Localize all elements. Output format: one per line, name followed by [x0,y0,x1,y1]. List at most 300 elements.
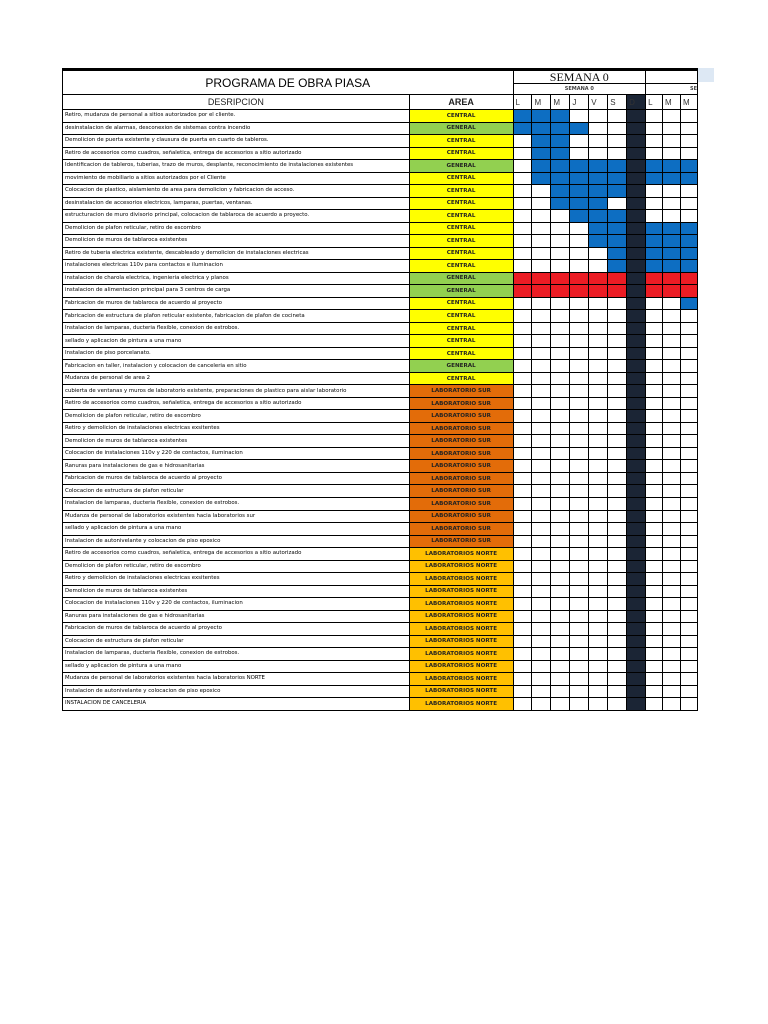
sunday-cell [627,623,646,636]
sunday-cell [627,310,646,323]
gantt-cell [551,447,570,460]
gantt-cell [608,523,627,536]
gantt-bar-cell [532,172,551,185]
gantt-cell [513,660,532,673]
gantt-cell [513,472,532,485]
gantt-cell [532,485,551,498]
gantt-cell [513,260,532,273]
gantt-cell [589,360,608,373]
task-description: estructuracion de muro divisorio principal, colocacion de tablaroca de acuerdo a proyecto. [63,210,410,223]
area-badge: GENERAL [409,360,513,373]
gantt-bar-cell [608,272,627,285]
task-description: INSTALACION DE CANCELERIA [63,698,410,711]
gantt-cell [608,548,627,561]
gantt-bar-cell [532,285,551,298]
column-header-description: DESRIPCION [63,95,410,110]
gantt-bar-cell [680,297,697,310]
gantt-bar-cell [532,135,551,148]
gantt-cell [663,185,681,198]
gantt-cell [570,385,589,398]
sunday-cell [627,472,646,485]
gantt-bar-cell [680,172,697,185]
gantt-cell [532,698,551,711]
gantt-bar-cell [551,122,570,135]
task-description: Ranuras para instalaciones de gas e hidrosanitarias [63,460,410,473]
table-row [63,185,698,198]
task-description: Mudanza de personal de laboratorios existentes hacia laboratorios NORTE [63,673,410,686]
gantt-cell [551,497,570,510]
gantt-cell [532,660,551,673]
gantt-cell [663,385,681,398]
area-badge: CENTRAL [409,110,513,123]
task-description: Colocacion de estructura de plafon reticular [63,485,410,498]
gantt-bar-cell [680,247,697,260]
table-row [63,573,698,586]
task-description: Instalacion de lamparas, ducteria flexible, conexion de estrobos. [63,322,410,335]
gantt-cell [570,673,589,686]
task-description: Retiro y demolicion de instalaciones electricas exsitentes [63,573,410,586]
task-description: sellado y aplicacion de pintura a una mano [63,523,410,536]
sunday-cell [627,447,646,460]
area-badge: CENTRAL [409,297,513,310]
gantt-cell [570,110,589,123]
gantt-cell [646,410,663,423]
gantt-cell [663,635,681,648]
sunday-cell [627,573,646,586]
gantt-cell [680,573,697,586]
task-description: Colocacion de plastico, aislamiento de area para demolicion y fabricacion de acceso. [63,185,410,198]
gantt-cell [589,673,608,686]
gantt-cell [513,460,532,473]
gantt-bar-cell [663,172,681,185]
gantt-cell [551,435,570,448]
gantt-cell [680,122,697,135]
sunday-cell [627,460,646,473]
sunday-cell [627,560,646,573]
gantt-bar-cell [663,160,681,173]
gantt-cell [663,410,681,423]
gantt-cell [513,560,532,573]
table-row [63,197,698,210]
gantt-cell [646,322,663,335]
task-description: Retiro de accesorios como cuadros, señaletica, entrega de accesorios a sitio autorizado [63,147,410,160]
gantt-cell [570,422,589,435]
gantt-cell [570,410,589,423]
gantt-cell [589,548,608,561]
table-row [63,260,698,273]
gantt-cell [513,397,532,410]
gantt-bar-cell [551,110,570,123]
area-badge: LABORATORIO SUR [409,410,513,423]
gantt-cell [513,585,532,598]
gantt-cell [589,585,608,598]
gantt-bar-cell [608,172,627,185]
gantt-cell [551,410,570,423]
sunday-cell [627,535,646,548]
gantt-cell [589,573,608,586]
sunday-cell [627,422,646,435]
gantt-cell [663,660,681,673]
gantt-cell [513,673,532,686]
area-badge: CENTRAL [409,172,513,185]
table-row [63,335,698,348]
gantt-cell [646,372,663,385]
gantt-cell [570,610,589,623]
gantt-cell [608,610,627,623]
gantt-cell [663,698,681,711]
area-badge: CENTRAL [409,210,513,223]
gantt-bar-cell [680,285,697,298]
day-header: M [680,95,697,110]
area-badge: CENTRAL [409,247,513,260]
gantt-cell [551,685,570,698]
gantt-bar-cell [680,235,697,248]
sunday-cell [627,110,646,123]
gantt-cell [532,523,551,536]
table-row [63,222,698,235]
gantt-cell [551,347,570,360]
task-description: Mudanza de personal de area 2 [63,372,410,385]
gantt-cell [589,347,608,360]
gantt-cell [532,297,551,310]
gantt-cell [551,698,570,711]
gantt-cell [513,310,532,323]
gantt-cell [570,635,589,648]
gantt-bar-cell [551,185,570,198]
sunday-cell [627,185,646,198]
gantt-cell [680,685,697,698]
day-header: S [608,95,627,110]
gantt-cell [646,360,663,373]
gantt-cell [680,385,697,398]
gantt-cell [589,297,608,310]
gantt-cell [646,648,663,661]
gantt-cell [570,322,589,335]
gantt-cell [589,460,608,473]
gantt-cell [646,560,663,573]
gantt-cell [513,523,532,536]
day-header: M [532,95,551,110]
gantt-cell [646,573,663,586]
sunday-cell [627,235,646,248]
week2-sublabel: SE [646,84,698,95]
gantt-bar-cell [608,260,627,273]
gantt-cell [513,222,532,235]
gantt-cell [551,485,570,498]
gantt-bar-cell [570,285,589,298]
gantt-cell [532,447,551,460]
gantt-cell [513,385,532,398]
gantt-cell [680,698,697,711]
sunday-cell [627,260,646,273]
table-row [63,510,698,523]
column-header-area: AREA [409,95,513,110]
gantt-cell [532,222,551,235]
gantt-cell [589,147,608,160]
gantt-cell [663,485,681,498]
gantt-bar-cell [532,122,551,135]
task-description: Demolicion de muros de tablaroca existentes [63,235,410,248]
gantt-bar-cell [646,272,663,285]
gantt-cell [532,360,551,373]
gantt-cell [646,623,663,636]
gantt-cell [532,623,551,636]
gantt-cell [551,260,570,273]
gantt-cell [513,335,532,348]
table-row [63,560,698,573]
gantt-cell [646,297,663,310]
gantt-cell [570,648,589,661]
task-description: Demolicion de puerta existente y clausura de puerta en cuarto de tableros. [63,135,410,148]
area-badge: LABORATORIO SUR [409,397,513,410]
gantt-cell [680,397,697,410]
gantt-cell [513,635,532,648]
gantt-cell [646,698,663,711]
gantt-cell [663,623,681,636]
gantt-bar-cell [570,122,589,135]
gantt-cell [513,235,532,248]
week-label: SEMANA 0 [513,70,646,84]
gantt-cell [646,598,663,611]
gantt-cell [646,510,663,523]
gantt-cell [513,510,532,523]
sunday-cell [627,397,646,410]
gantt-cell [570,310,589,323]
area-badge: CENTRAL [409,347,513,360]
gantt-cell [532,235,551,248]
gantt-cell [680,610,697,623]
gantt-cell [589,335,608,348]
table-row [63,698,698,711]
gantt-cell [680,135,697,148]
gantt-bar-cell [570,185,589,198]
gantt-cell [513,685,532,698]
gantt-cell [551,610,570,623]
gantt-cell [513,698,532,711]
sheet-corner-cell [698,68,714,82]
gantt-cell [589,110,608,123]
table-row [63,548,698,561]
table-row [63,523,698,536]
gantt-cell [570,247,589,260]
sunday-cell [627,635,646,648]
gantt-bar-cell [608,247,627,260]
area-badge: LABORATORIO SUR [409,523,513,536]
gantt-cell [680,185,697,198]
gantt-cell [663,673,681,686]
gantt-bar-cell [551,147,570,160]
gantt-cell [551,560,570,573]
gantt-cell [608,560,627,573]
gantt-cell [532,372,551,385]
table-row [63,322,698,335]
area-badge: LABORATORIOS NORTE [409,573,513,586]
gantt-cell [532,322,551,335]
gantt-cell [646,585,663,598]
gantt-cell [570,510,589,523]
gantt-cell [663,573,681,586]
sunday-cell [627,272,646,285]
sunday-cell [627,610,646,623]
gantt-cell [513,372,532,385]
table-row [63,297,698,310]
gantt-cell [570,372,589,385]
gantt-cell [570,135,589,148]
gantt-bar-cell [570,172,589,185]
table-row [63,272,698,285]
gantt-cell [551,535,570,548]
area-badge: LABORATORIOS NORTE [409,660,513,673]
area-badge: LABORATORIO SUR [409,422,513,435]
gantt-cell [663,598,681,611]
sunday-cell [627,510,646,523]
gantt-cell [551,523,570,536]
gantt-cell [532,197,551,210]
gantt-cell [589,435,608,448]
gantt-cell [608,673,627,686]
sunday-cell [627,685,646,698]
table-row [63,210,698,223]
task-description: instalaciones electricas 110v para contactos e iluminacion [63,260,410,273]
gantt-cell [513,598,532,611]
gantt-cell [589,685,608,698]
table-row [63,397,698,410]
gantt-cell [608,422,627,435]
gantt-cell [608,635,627,648]
gantt-cell [646,635,663,648]
gantt-cell [513,160,532,173]
gantt-cell [532,497,551,510]
sunday-cell [627,410,646,423]
day-header: L [646,95,663,110]
gantt-cell [663,197,681,210]
gantt-cell [608,485,627,498]
gantt-cell [663,322,681,335]
gantt-cell [570,147,589,160]
gantt-cell [589,560,608,573]
gantt-cell [589,497,608,510]
sunday-cell [627,135,646,148]
task-description: Instalacion de autonivelante y colocacion de piso epoxico [63,685,410,698]
gantt-cell [680,347,697,360]
gantt-cell [608,660,627,673]
task-description: desinstalacion de accesorios electricos, lamparas, puertas, ventanas. [63,197,410,210]
day-header: J [570,95,589,110]
gantt-cell [570,347,589,360]
sunday-cell [627,222,646,235]
gantt-bar-cell [589,197,608,210]
gantt-cell [680,510,697,523]
area-badge: CENTRAL [409,135,513,148]
table-row [63,247,698,260]
gantt-cell [680,548,697,561]
gantt-bar-cell [589,185,608,198]
gantt-cell [532,685,551,698]
task-description: Fabricacion de muros de tablaroca de acuerdo al proyecto [63,623,410,636]
sunday-cell [627,548,646,561]
gantt-cell [589,485,608,498]
gantt-cell [532,648,551,661]
gantt-cell [551,422,570,435]
area-badge: LABORATORIO SUR [409,472,513,485]
gantt-cell [608,360,627,373]
gantt-cell [551,623,570,636]
gantt-cell [589,535,608,548]
gantt-cell [663,360,681,373]
gantt-cell [663,435,681,448]
gantt-bar-cell [680,160,697,173]
gantt-cell [513,147,532,160]
gantt-cell [646,147,663,160]
sunday-cell [627,247,646,260]
gantt-cell [680,372,697,385]
task-description: Fabricacion en taller, instalacion y colocacion de canceleria en sitio [63,360,410,373]
gantt-cell [551,472,570,485]
table-row [63,648,698,661]
table-row [63,497,698,510]
gantt-cell [589,623,608,636]
gantt-cell [570,523,589,536]
task-description: cubierta de ventanas y muros de laboratorio existente, preparaciones de plastico para aislar laboratorio [63,385,410,398]
task-description: instalacion de charola electrica, ingenieria electrica y planos [63,272,410,285]
gantt-cell [663,397,681,410]
gantt-cell [680,310,697,323]
gantt-cell [532,185,551,198]
gantt-cell [680,598,697,611]
gantt-cell [570,435,589,448]
gantt-cell [680,673,697,686]
sunday-cell [627,435,646,448]
area-badge: LABORATORIOS NORTE [409,598,513,611]
sunday-cell [627,360,646,373]
week2-label [646,70,698,84]
task-description: Colocacion de estructura de plafon reticular [63,635,410,648]
gantt-cell [551,635,570,648]
gantt-cell [680,360,697,373]
gantt-cell [551,548,570,561]
gantt-cell [663,510,681,523]
gantt-cell [532,435,551,448]
table-row [63,135,698,148]
gantt-cell [551,372,570,385]
gantt-cell [663,548,681,561]
sunday-cell [627,147,646,160]
table-row [63,360,698,373]
gantt-cell [532,548,551,561]
gantt-bar-cell [551,197,570,210]
gantt-bar-cell [680,260,697,273]
gantt-cell [646,347,663,360]
gantt-cell [680,410,697,423]
table-row [63,172,698,185]
gantt-cell [646,197,663,210]
gantt-cell [570,660,589,673]
gantt-cell [646,485,663,498]
table-row [63,535,698,548]
gantt-cell [551,573,570,586]
area-badge: CENTRAL [409,235,513,248]
gantt-cell [608,623,627,636]
gantt-cell [646,335,663,348]
gantt-cell [680,623,697,636]
gantt-cell [532,510,551,523]
gantt-cell [608,122,627,135]
gantt-cell [589,372,608,385]
table-row [63,147,698,160]
gantt-cell [663,610,681,623]
gantt-cell [646,447,663,460]
gantt-cell [680,335,697,348]
